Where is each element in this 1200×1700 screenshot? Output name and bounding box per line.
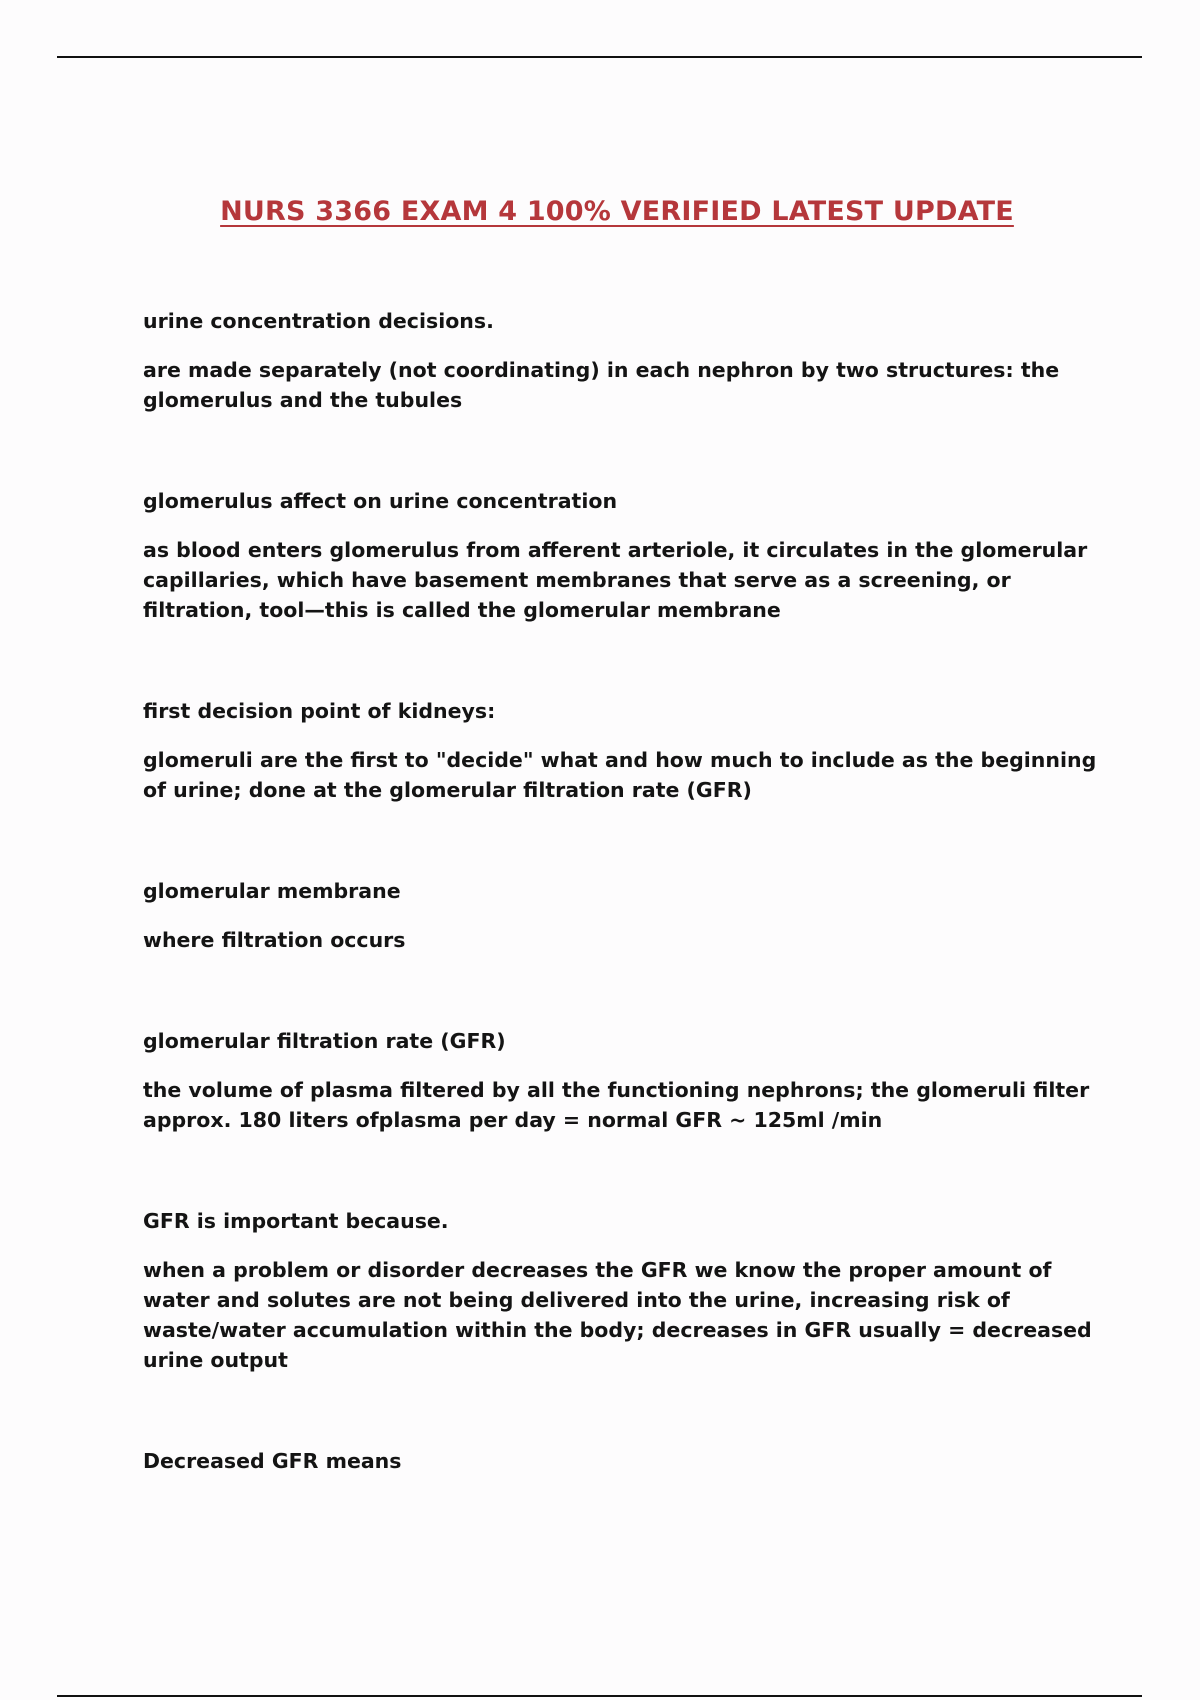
flashcard bbox=[143, 876, 1103, 955]
card-term: glomerulus affect on urine concentration bbox=[143, 489, 618, 513]
document-title: NURS 3366 EXAM 4 100% VERIFIED LATEST UPDATE bbox=[220, 196, 1014, 227]
card-definition: as blood enters glomerulus from afferent arteriole, it circulates in the glomerular capillaries, which have basement membranes that serve as a screening, or filtration, tool—this is called the glomerular membrane bbox=[143, 538, 1088, 622]
card-definition: when a problem or disorder decreases the GFR we know the proper amount of water and solutes are not being delivered into the urine, increasing risk of waste/water accumulation within the body; decreases in GFR usually = decreased urine output bbox=[143, 1258, 1092, 1372]
flashcard bbox=[143, 1206, 1103, 1375]
card-term: glomerular membrane bbox=[143, 879, 401, 903]
footer-rule bbox=[57, 1695, 1142, 1697]
flashcard bbox=[143, 696, 1103, 805]
card-term: GFR is important because. bbox=[143, 1209, 449, 1233]
card-definition: are made separately (not coordinating) in each nephron by two structures: the glomerulus and the tubules bbox=[143, 358, 1060, 412]
flashcard bbox=[143, 486, 1103, 625]
card-definition: the volume of plasma filtered by all the functioning nephrons; the glomeruli filter approx. 180 liters ofplasma per day = normal GFR ~ 125ml /min bbox=[143, 1078, 1090, 1132]
flashcard-list bbox=[143, 306, 1103, 1495]
card-term: first decision point of kidneys: bbox=[143, 699, 496, 723]
flashcard bbox=[143, 1446, 1103, 1476]
card-definition: glomeruli are the first to "decide" what and how much to include as the beginning of urine; done at the glomerular filtration rate (GFR) bbox=[143, 748, 1097, 802]
card-definition: where filtration occurs bbox=[143, 928, 406, 952]
card-term: glomerular filtration rate (GFR) bbox=[143, 1029, 506, 1053]
card-term: urine concentration decisions. bbox=[143, 309, 494, 333]
flashcard bbox=[143, 1026, 1103, 1135]
header-rule bbox=[57, 56, 1142, 58]
card-term: Decreased GFR means bbox=[143, 1449, 402, 1473]
flashcard bbox=[143, 306, 1103, 415]
